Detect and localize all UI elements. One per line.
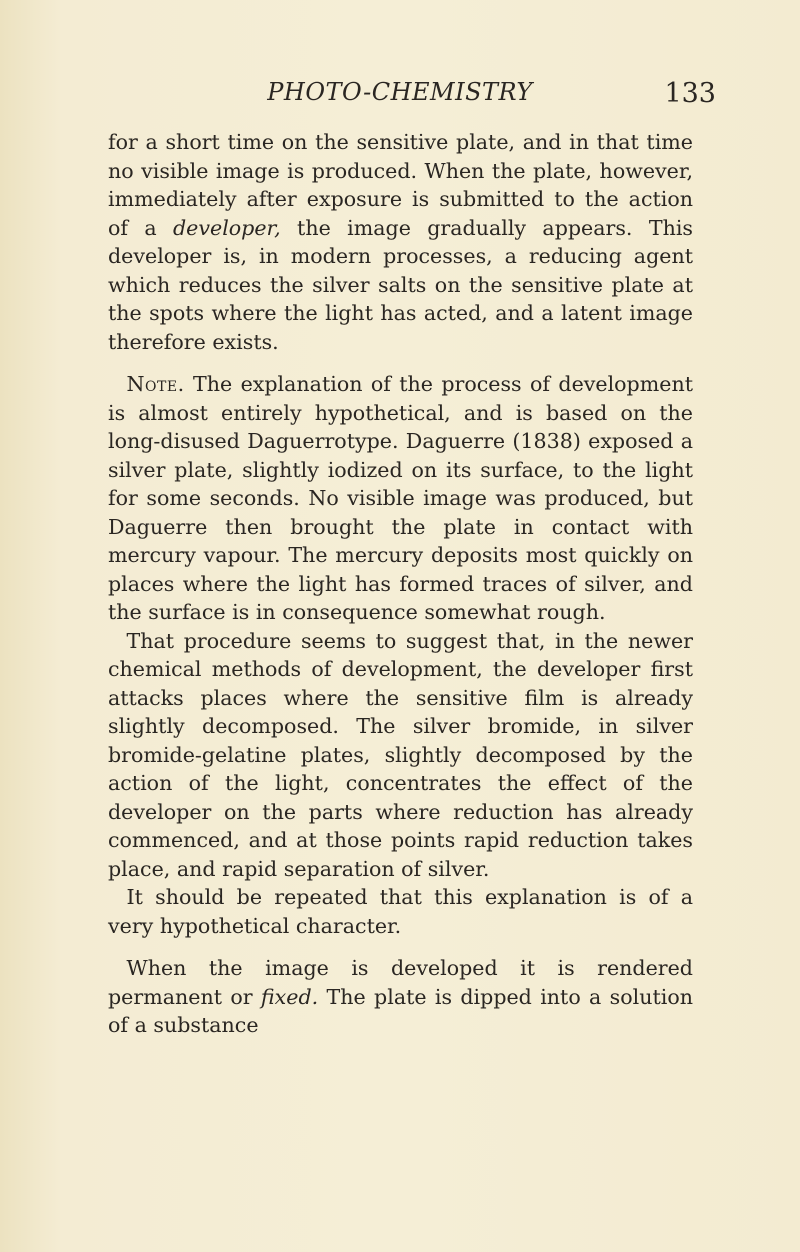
body-text [108, 128, 693, 1040]
page-header [0, 78, 800, 118]
paragraph-4: It should be repeated that this explanation is of a very hypothetical character. [108, 885, 693, 938]
paragraph-3: That procedure seems to suggest that, in the newer chemical methods of development, the developer first attacks places where the sensitive film is already slightly decomposed. The silver bromide, in silver bromide-gelatine plates, slightly decomposed by the action of the light, concentrates the effect of the developer on the parts where reduction has already commenced, and at those points rapid reduction takes place, and rapid separation of silver. [108, 628, 693, 881]
paragraph-5: When the image is developed it is rendered permanent or fixed. The plate is dipped into a solution of a substance [108, 956, 693, 1037]
paragraph-1: for a short time on the sensitive plate, and in that time no visible image is produced. When the plate, however, immediately after exposure is submitted to the action of a developer, the image gradually appears. This developer is, in modern processes, a reducing agent which reduces the silver salts on the sensitive plate at the spots where the light has acted, and a latent image therefore exists. [108, 130, 693, 354]
emphasis-fixed: fixed. [260, 984, 319, 1009]
note-paragraph: Note. The explanation of the process of development is almost entirely hypothetical, and is based on the long-disused Daguerrotype. Daguerre (1838) exposed a silver plate, slightly iodized on its surface, to the light for some seconds. No visible image was produced, but Daguerre then brought the plate in contact with mercury vapour. The mercury deposits most quickly on places where the light has formed traces of silver, and the surface is in consequence somewhat rough. [108, 372, 693, 624]
emphasis-developer: developer, [173, 215, 281, 240]
running-title: PHOTO-CHEMISTRY [267, 78, 533, 106]
note-label: Note. [126, 372, 185, 396]
page-number: 133 [664, 78, 716, 109]
